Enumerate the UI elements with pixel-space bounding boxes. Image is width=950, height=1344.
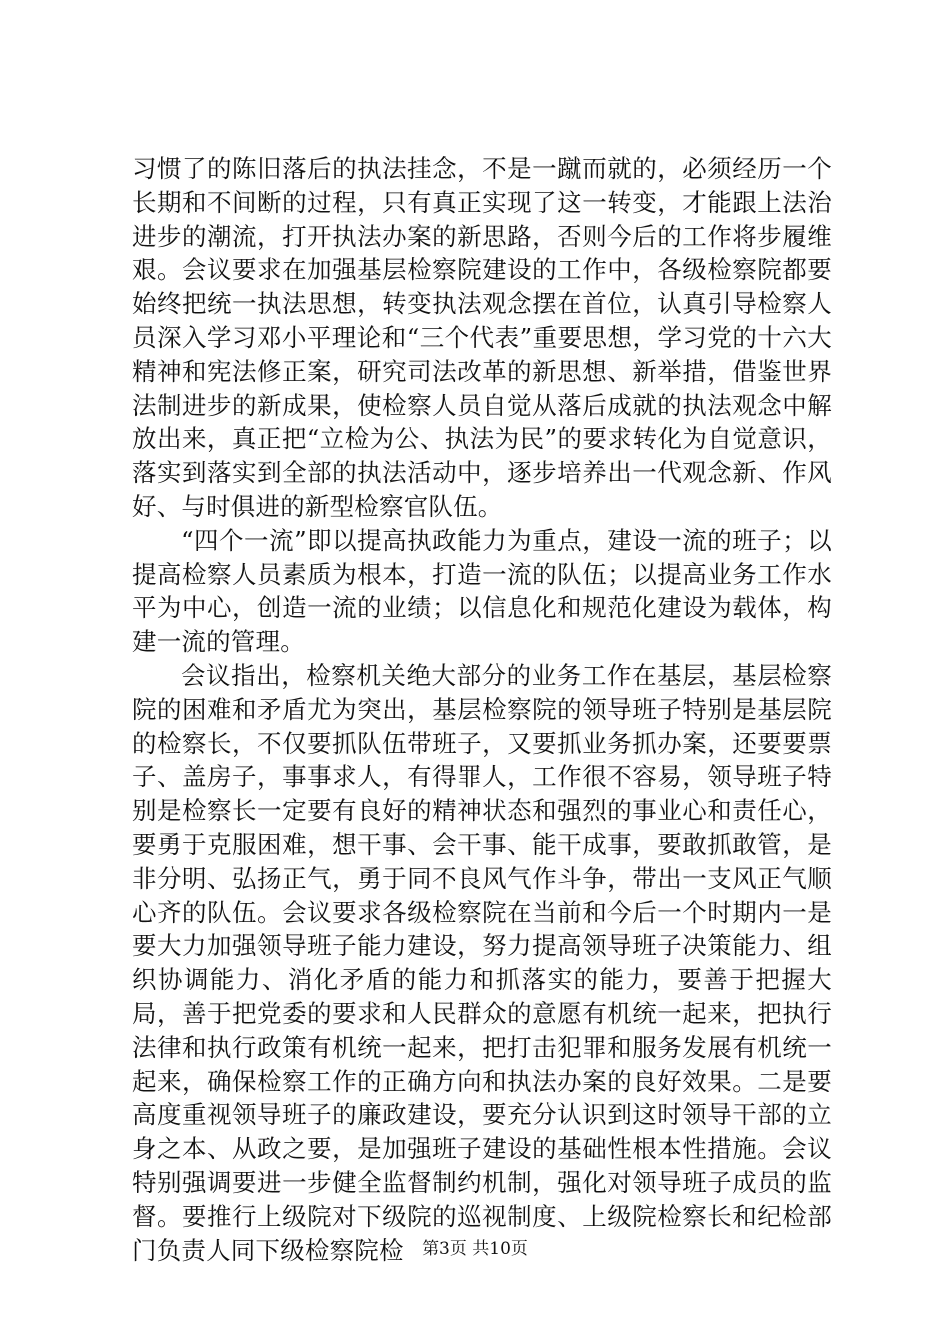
paragraph-1: 习惯了的陈旧落后的执法挂念，不是一蹴而就的，必须经历一个长期和不间断的过程，只有真正实现了这一转变，才能跟上法治进步的潮流，打开执法办案的新思路，否则今后的工作将步履维艰。会议要求在加强基层检察院建设的工作中，各级检察院都要始终把统一执法思想，转变执法观念摆在首位，认真引导检察人员深入学习邓小平理论和“三个代表”重要思想，学习党的十六大精神和宪法修正案，研究司法改革的新思想、新举措，借鉴世界法制进步的新成果，使检察人员自觉从落后成就的执法观念中解放出来，真正把“立检为公、执法为民”的要求转化为自觉意识，落实到落实到全部的执法活动中，逐步培养出一代观念新、作风好、与时俱进的新型检察官队伍。: [132, 154, 832, 521]
page-footer: [0, 1238, 950, 1260]
paragraph-3: 会议指出，检察机关绝大部分的业务工作在基层，基层检察院的困难和矛盾尤为突出，基层检察院的领导班子特别是基层院的检察长，不仅要抓队伍带班子，又要抓业务抓办案，还要要票子、盖房子，事事求人，有得罪人，工作很不容易，领导班子特别是检察长一定要有良好的精神状态和强烈的事业心和责任心，要勇于克服困难，想干事、会干事、能干成事，要敢抓敢管，是非分明、弘扬正气，勇于同不良风气作斗争，带出一支风正气顺心齐的队伍。会议要求各级检察院在当前和今后一个时期内一是要大力加强领导班子能力建设，努力提高领导班子决策能力、组织协调能力、消化矛盾的能力和抓落实的能力，要善于把握大局，善于把党委的要求和人民群众的意愿有机统一起来，把执行法律和执行政策有机统一起来，把打击犯罪和服务发展有机统一起来，确保检察工作的正确方向和执法办案的良好效果。二是要高度重视领导班子的廉政建设，要充分认识到这时领导干部的立身之本、从政之要，是加强班子建设的基础性根本性措施。会议特别强调要进一步健全监督制约机制，强化对领导班子成员的监督。要推行上级院对下级院的巡视制度、上级院检察长和纪检部门负责人同下级检察院检: [132, 660, 832, 1265]
paragraph-2: “四个一流”即以提高执政能力为重点，建设一流的班子；以提高检察人员素质为根本，打造一流的队伍；以提高业务工作水平为中心，创造一流的业绩；以信息化和规范化建设为载体，构建一流的管理。: [132, 525, 832, 657]
document-body: [132, 152, 832, 1267]
page-number: 第3页 共10页: [422, 1239, 528, 1259]
